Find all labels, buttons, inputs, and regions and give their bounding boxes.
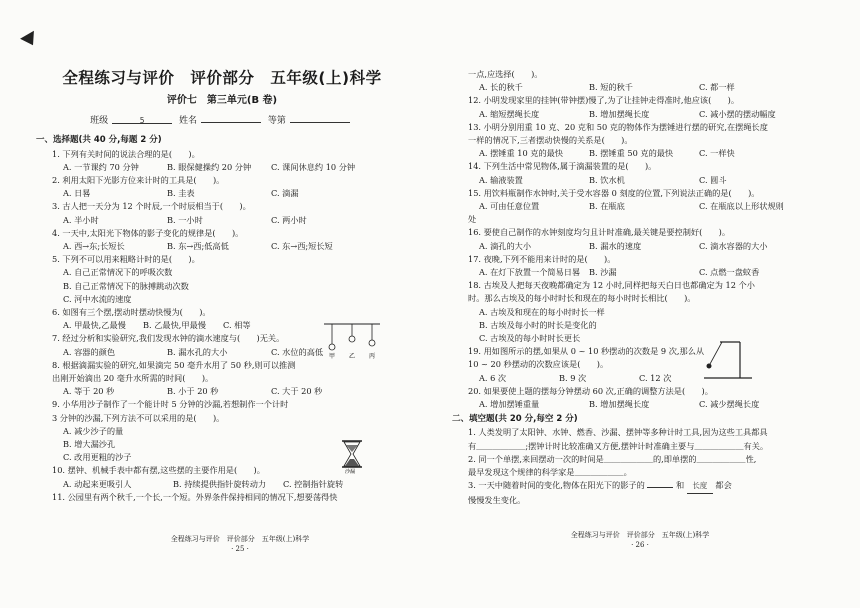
option-b[interactable]: B. 小于 20 秒	[167, 386, 219, 397]
option-c[interactable]: C. 点燃一盘蚊香	[699, 267, 760, 278]
pendulum-figure	[322, 322, 382, 360]
question-15: 15. 用饮料瓶制作水钟时,关于受水容器 0 刻度的位置,下列说法正确的是( )。 A. 可由任意位置 B. 在瓶底 C. 在瓶底以上形状规则 处	[468, 187, 804, 227]
left-page	[36, 68, 392, 504]
page-subtitle: 评价七 第三单元(B 卷)	[166, 95, 278, 106]
option-a[interactable]: A. 动起来更吸引人	[63, 478, 132, 489]
option-b[interactable]: B. 东→西;低高低	[167, 241, 229, 252]
right-page	[452, 68, 804, 507]
fill-3-line-1: 3. 一天中随着时间的变化,物体在阳光下的影子的 和 长度 都会	[468, 479, 804, 493]
option-c[interactable]: C. 减少摆绳长度	[699, 399, 760, 410]
question-9: 9. 小华用沙子制作了一个能计时 5 分钟的沙漏,若想制作一个计时 3 分钟的沙漏,下列方法不可以采用的是( )。 A. 减少沙子的量 B. 增大漏沙孔 C. 改用更粗的沙子	[52, 398, 392, 464]
rank-field[interactable]	[290, 113, 350, 123]
option-a[interactable]: A. 摆锤重 10 克的最快	[479, 148, 564, 159]
question-7: 7. 经过分析和实验研究,我们发现水钟的滴水速度与( )无关。 A. 容器的颜色 B. 漏水孔的大小 C. 水位的高低	[52, 332, 392, 358]
fill-2-line-1: 2. 同一个单摆,来回摆动一次的时间是＿＿＿＿＿＿的,即单摆的＿＿＿＿＿＿性,	[468, 453, 757, 464]
option-c[interactable]: C. 圆斗	[699, 174, 727, 185]
option-b[interactable]: B. 9 次	[559, 372, 587, 383]
fill-3-blank-1[interactable]	[647, 487, 673, 488]
sand-label: 沙漏	[345, 469, 356, 474]
option-a[interactable]: A. 缩短摆绳长度	[479, 108, 540, 119]
option-c[interactable]: C. 相等	[223, 320, 251, 331]
option-a[interactable]: A. 6 次	[479, 372, 507, 383]
option-a[interactable]: A. 西→东;长短长	[63, 241, 125, 252]
option-a[interactable]: A. 减少沙子的量	[63, 425, 124, 436]
option-a[interactable]: A. 在灯下放置一个简易日晷	[479, 267, 581, 278]
pendulum-stand-figure	[700, 338, 756, 382]
option-a[interactable]: A. 半小时	[63, 214, 99, 225]
question-11-cont: 一点,应选择( )。 A. 长的秋千 B. 短的秋千 C. 都一样	[468, 68, 804, 94]
option-b[interactable]: B. 圭表	[167, 188, 195, 199]
pendulum-label-yi: 乙	[349, 353, 356, 360]
option-c[interactable]: C. 一样快	[699, 148, 735, 159]
option-a[interactable]: A. 增加摆锤重量	[479, 399, 540, 410]
class-label: 班级	[90, 116, 109, 127]
option-b[interactable]: B. 饮水机	[589, 174, 625, 185]
option-c[interactable]: C. 东→西;短长短	[271, 241, 333, 252]
option-a[interactable]: A. 容器的颜色	[63, 346, 116, 357]
option-b[interactable]: B. 摆锤重 50 克的最快	[589, 148, 674, 159]
fill-2-line-2: 最早发现这个规律的科学家是＿＿＿＿＿＿。	[468, 467, 632, 478]
option-b[interactable]: B. 在瓶底	[589, 201, 625, 212]
question-10: 10. 摆钟、机械手表中都有摆,这些摆的主要作用是( )。 A. 动起来更吸引人 B. 持续提供指针旋转动力 C. 控制指针旋转	[52, 464, 392, 490]
option-c[interactable]: C. 滴水容器的大小	[699, 240, 768, 251]
option-b[interactable]: B. 古埃及每小时的时长是变化的	[479, 319, 597, 330]
right-footer: 全程练习与评价 评价部分 五年级(上)科学 · 26 ·	[520, 530, 760, 550]
option-b[interactable]: B. 漏水孔的大小	[167, 346, 228, 357]
option-c[interactable]: C. 在瓶底以上形状规则	[699, 201, 784, 212]
option-b[interactable]: B. 眼保健操约 20 分钟	[167, 161, 252, 172]
name-label: 姓名	[178, 116, 197, 127]
option-c[interactable]: C. 改用更粗的沙子	[63, 452, 132, 463]
option-a[interactable]: A. 输液装置	[479, 174, 523, 185]
question-5: 5. 下列不可以用来粗略计时的是( )。 A. 自己正常情况下的呼吸次数 B. 自己正常情况下的脉搏跳动次数 C. 河中水流的速度	[52, 253, 392, 306]
option-a[interactable]: A. 古埃及和现在的每小时时长一样	[479, 306, 605, 317]
page-title: 全程练习与评价 评价部分 五年级(上)科学	[62, 69, 382, 87]
section-fill-heading: 二、填空题(共 20 分,每空 2 分)	[452, 414, 578, 425]
option-b[interactable]: B. 乙最快,甲最慢	[143, 320, 206, 331]
option-b[interactable]: B. 短的秋千	[589, 82, 633, 93]
option-b[interactable]: B. 一小时	[167, 214, 203, 225]
option-c[interactable]: C. 课间休息约 10 分钟	[271, 161, 356, 172]
question-18: 18. 古埃及人把每天夜晚都确定为 12 小时,同样把每天白日也都确定为 12 个小 时。那么古埃及的每小时时长和现在的每小时时长相比( )。 A. 古埃及和现在的每小时时长一样 B. 古埃及每小时的时长是变化的 C. 古埃及的每小时时长更长	[468, 279, 804, 345]
pendulum-label-jia: 甲	[329, 353, 336, 360]
question-1: 1. 下列有关时间的说法合理的是( )。 A. 一节课约 70 分钟 B. 眼保健操约 20 分钟 C. 课间休息约 10 分钟	[52, 148, 392, 174]
option-a[interactable]: A. 一节课约 70 分钟	[63, 161, 139, 172]
question-20: 20. 如果要使上题的摆每分钟摆动 60 次,正确的调整方法是( )。 A. 增加摆锤重量 B. 增加摆绳长度 C. 减少摆绳长度	[468, 385, 804, 411]
option-c[interactable]: C. 河中水流的速度	[63, 293, 132, 304]
question-2: 2. 利用太阳下光影方位来计时的工具是( )。 A. 日晷 B. 圭表 C. 滴漏	[52, 174, 392, 200]
option-c[interactable]: C. 古埃及的每小时时长更长	[479, 333, 581, 344]
hourglass-figure	[334, 440, 370, 474]
class-field[interactable]: 5	[112, 114, 172, 124]
fill-3-blank-2[interactable]: 长度	[687, 479, 713, 493]
option-a[interactable]: A. 日晷	[63, 188, 91, 199]
fill-1-line-1: 1. 人类发明了太阳钟、水钟、燃香、沙漏、摆钟等多种计时工具,因为这些工具都具	[468, 427, 768, 438]
option-c[interactable]: C. 大于 20 秒	[271, 386, 323, 397]
question-8: 8. 根据滴漏实验的研究,如果滴完 50 毫升水用了 50 秒,则可以推测 出刚开始滴出 20 毫升水所需的时间( )。 A. 等于 20 秒 B. 小于 20 秒 C. 大于 20 秒	[52, 359, 392, 399]
option-c[interactable]: C. 12 次	[639, 372, 672, 383]
option-a[interactable]: A. 滴孔的大小	[479, 240, 532, 251]
option-b[interactable]: B. 增加摆绳长度	[589, 108, 650, 119]
right-page-number: · 26 ·	[631, 541, 649, 549]
option-c[interactable]: C. 减小摆的摆动幅度	[699, 108, 776, 119]
question-11: 11. 公园里有两个秋千,一个长,一个短。外界条件保持相同的情况下,想要荡得快	[52, 491, 338, 502]
option-b[interactable]: B. 自己正常情况下的脉搏跳动次数	[63, 280, 189, 291]
question-6: 6. 如图有三个摆,摆动时摆动快慢为( )。 A. 甲最快,乙最慢 B. 乙最快,甲最慢 C. 相等	[52, 306, 392, 332]
option-c[interactable]: C. 两小时	[271, 214, 307, 225]
option-a[interactable]: A. 可由任意位置	[479, 201, 540, 212]
option-b[interactable]: B. 持续提供指针旋转动力	[173, 478, 267, 489]
option-c[interactable]: C. 都一样	[699, 82, 735, 93]
pendulum-label-bing: 丙	[369, 353, 376, 360]
option-c-cont: 处	[468, 214, 477, 225]
question-16: 16. 要使自己制作的水钟刻度均匀且计时准确,最关键是要控制好( )。 A. 滴孔的大小 B. 漏水的速度 C. 滴水容器的大小	[468, 226, 804, 252]
question-12: 12. 小明发现家里的挂钟(带钟摆)慢了,为了让挂钟走得准时,他应该( )。 A. 缩短摆绳长度 B. 增加摆绳长度 C. 减小摆的摆动幅度	[468, 94, 804, 120]
rank-label: 等第	[267, 116, 286, 127]
question-17: 17. 夜晚,下列不能用来计时的是( )。 A. 在灯下放置一个简易日晷 B. 沙漏 C. 点燃一盘蚊香	[468, 253, 804, 279]
option-c[interactable]: C. 控制指针旋转	[283, 478, 344, 489]
option-c[interactable]: C. 滴漏	[271, 188, 299, 199]
question-4: 4. 一天中,太阳光下物体的影子变化的规律是( )。 A. 西→东;长短长 B. 东→西;低高低 C. 东→西;短长短	[52, 227, 392, 253]
question-19: 19. 用如图所示的摆,如果从 0 ~ 10 秒摆动的次数是 9 次,那么从 10 ~ 20 秒摆动的次数应该是( )。 A. 6 次 B. 9 次 C. 12 次	[468, 345, 804, 385]
option-a[interactable]: A. 长的秋千	[479, 82, 523, 93]
name-field[interactable]	[201, 113, 261, 123]
option-a[interactable]: A. 自己正常情况下的呼吸次数	[63, 267, 173, 278]
option-c[interactable]: C. 水位的高低	[271, 346, 324, 357]
option-a[interactable]: A. 甲最快,乙最慢	[63, 320, 126, 331]
fill-1-line-2: 有＿＿＿＿＿＿;摆钟计时比较准确又方便,摆钟计时准确主要与＿＿＿＿＿＿有关。	[468, 440, 769, 451]
option-b[interactable]: B. 沙漏	[589, 267, 617, 278]
student-info	[52, 113, 392, 128]
fill-3-line-2: 慢慢发生变化。	[468, 494, 526, 505]
corner-mark	[20, 31, 40, 49]
left-page-number: · 25 ·	[231, 545, 249, 553]
left-footer: 全程练习与评价 评价部分 五年级(上)科学 · 25 ·	[120, 534, 360, 554]
question-3: 3. 古人把一天分为 12 个时辰,一个时辰相当于( )。 A. 半小时 B. 一小时 C. 两小时	[52, 200, 392, 226]
option-b[interactable]: B. 增加摆绳长度	[589, 399, 650, 410]
option-b[interactable]: B. 漏水的速度	[589, 240, 642, 251]
option-b[interactable]: B. 增大漏沙孔	[63, 439, 116, 450]
section-choice-heading: 一、选择题(共 40 分,每题 2 分)	[36, 135, 162, 146]
question-13: 13. 小明分别用重 10 克、20 克和 50 克的物体作为摆锤进行摆的研究,在摆绳长度 一样的情况下,三者摆动快慢的关系是( )。 A. 摆锤重 10 克的最快 B. 摆锤重 50 克的最快 C. 一样快	[468, 121, 804, 161]
question-14: 14. 下列生活中常见物体,属于滴漏装置的是( )。 A. 输液装置 B. 饮水机 C. 圆斗	[468, 160, 804, 186]
option-a[interactable]: A. 等于 20 秒	[63, 386, 115, 397]
